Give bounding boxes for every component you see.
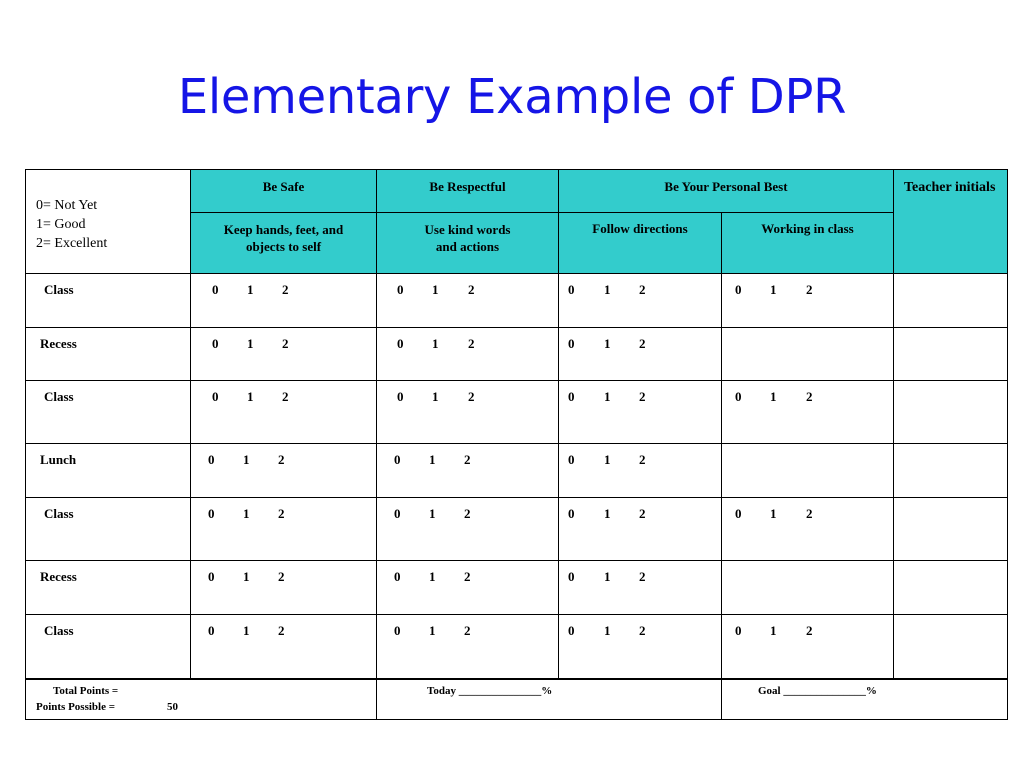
rating-option-2: 2 bbox=[278, 569, 285, 584]
rating-option-1: 1 bbox=[770, 623, 777, 638]
rating-cell-safe bbox=[190, 443, 377, 498]
rating-option-0: 0 bbox=[208, 452, 215, 467]
rating-cell-safe bbox=[190, 497, 377, 561]
rating-option-0: 0 bbox=[735, 623, 742, 638]
rating-option-1: 1 bbox=[429, 452, 436, 467]
rating-option-1: 1 bbox=[243, 506, 250, 521]
rating-option-2: 2 bbox=[806, 389, 813, 404]
rating-option-1: 1 bbox=[604, 282, 611, 297]
rating-option-0: 0 bbox=[208, 506, 215, 521]
rating-option-0: 0 bbox=[568, 623, 575, 638]
rating-option-0: 0 bbox=[212, 282, 219, 297]
goal-percent-field: Goal _______________% bbox=[758, 685, 877, 697]
header-be-respectful: Be Respectful bbox=[376, 169, 559, 213]
rating-option-0: 0 bbox=[568, 569, 575, 584]
legend-excellent: 2= Excellent bbox=[36, 236, 108, 251]
rating-option-0: 0 bbox=[394, 569, 401, 584]
rating-option-0: 0 bbox=[735, 506, 742, 521]
points-possible-label: Points Possible = bbox=[36, 701, 115, 713]
rating-cell-respectful bbox=[376, 327, 559, 381]
rating-cell-respectful bbox=[376, 560, 559, 615]
slide-title: Elementary Example of DPR bbox=[177, 69, 847, 125]
rating-option-0: 0 bbox=[735, 282, 742, 297]
rating-cell-working bbox=[721, 443, 894, 498]
rating-option-1: 1 bbox=[243, 623, 250, 638]
total-points-label: Total Points = bbox=[53, 685, 119, 697]
teacher-initials-cell bbox=[893, 380, 1008, 444]
rating-cell-safe bbox=[190, 380, 377, 444]
footer-points bbox=[25, 678, 377, 720]
rating-option-1: 1 bbox=[247, 389, 254, 404]
teacher-initials-cell bbox=[893, 560, 1008, 615]
rating-cell-safe bbox=[190, 614, 377, 680]
rating-option-1: 1 bbox=[432, 336, 439, 351]
rating-cell-working bbox=[721, 560, 894, 615]
teacher-initials-cell bbox=[893, 443, 1008, 498]
rating-option-0: 0 bbox=[397, 389, 404, 404]
rating-option-0: 0 bbox=[212, 336, 219, 351]
rating-option-1: 1 bbox=[604, 623, 611, 638]
rating-option-2: 2 bbox=[639, 506, 646, 521]
rating-option-0: 0 bbox=[397, 336, 404, 351]
teacher-initials-cell bbox=[893, 273, 1008, 328]
rating-option-0: 0 bbox=[208, 569, 215, 584]
rating-option-2: 2 bbox=[464, 452, 471, 467]
rating-option-2: 2 bbox=[806, 506, 813, 521]
rating-option-1: 1 bbox=[604, 389, 611, 404]
rating-option-1: 1 bbox=[432, 282, 439, 297]
footer-today bbox=[376, 678, 722, 720]
subheader-kind-words-line2: and actions bbox=[435, 239, 500, 254]
rating-cell-respectful bbox=[376, 443, 559, 498]
rating-cell-working bbox=[721, 497, 894, 561]
subheader-follow-directions: Follow directions bbox=[558, 212, 722, 274]
header-teacher-initials: Teacher initials bbox=[893, 169, 1008, 274]
rating-option-2: 2 bbox=[468, 336, 475, 351]
rating-option-2: 2 bbox=[639, 569, 646, 584]
rating-option-2: 2 bbox=[278, 452, 285, 467]
rating-cell-working bbox=[721, 614, 894, 680]
rating-option-1: 1 bbox=[770, 389, 777, 404]
rating-cell-directions bbox=[558, 443, 722, 498]
period-label: Class bbox=[44, 282, 74, 297]
rating-option-2: 2 bbox=[806, 623, 813, 638]
rating-cell-respectful bbox=[376, 497, 559, 561]
rating-option-0: 0 bbox=[397, 282, 404, 297]
subheader-working-in-class: Working in class bbox=[721, 212, 894, 274]
rating-cell-safe bbox=[190, 273, 377, 328]
rating-option-0: 0 bbox=[735, 389, 742, 404]
rating-option-2: 2 bbox=[639, 389, 646, 404]
today-percent-field: Today _______________% bbox=[427, 685, 553, 697]
rating-option-2: 2 bbox=[464, 506, 471, 521]
rating-option-1: 1 bbox=[247, 336, 254, 351]
rating-option-2: 2 bbox=[639, 452, 646, 467]
period-label-cell bbox=[25, 273, 191, 328]
rating-option-1: 1 bbox=[429, 623, 436, 638]
teacher-initials-cell bbox=[893, 327, 1008, 381]
period-label: Class bbox=[44, 623, 74, 638]
rating-option-2: 2 bbox=[464, 569, 471, 584]
rating-option-0: 0 bbox=[394, 452, 401, 467]
rating-legend bbox=[25, 169, 191, 274]
rating-option-2: 2 bbox=[468, 282, 475, 297]
legend-good: 1= Good bbox=[36, 217, 86, 232]
rating-option-0: 0 bbox=[568, 389, 575, 404]
legend-not-yet: 0= Not Yet bbox=[36, 198, 98, 213]
period-label-cell bbox=[25, 614, 191, 680]
header-be-personal-best: Be Your Personal Best bbox=[558, 169, 894, 213]
rating-cell-directions bbox=[558, 497, 722, 561]
period-label: Recess bbox=[40, 336, 77, 351]
rating-option-0: 0 bbox=[208, 623, 215, 638]
period-label: Lunch bbox=[40, 452, 77, 467]
rating-option-2: 2 bbox=[278, 506, 285, 521]
rating-option-1: 1 bbox=[247, 282, 254, 297]
subheader-keep-hands bbox=[190, 212, 377, 274]
rating-option-1: 1 bbox=[432, 389, 439, 404]
rating-option-2: 2 bbox=[468, 389, 475, 404]
teacher-initials-cell bbox=[893, 497, 1008, 561]
period-label: Class bbox=[44, 506, 74, 521]
rating-option-1: 1 bbox=[770, 506, 777, 521]
rating-cell-working bbox=[721, 327, 894, 381]
rating-option-1: 1 bbox=[243, 452, 250, 467]
footer-goal bbox=[721, 678, 1008, 720]
rating-option-2: 2 bbox=[464, 623, 471, 638]
rating-option-2: 2 bbox=[282, 282, 289, 297]
subheader-kind-words-line1: Use kind words bbox=[424, 222, 511, 237]
rating-option-1: 1 bbox=[604, 569, 611, 584]
rating-option-1: 1 bbox=[243, 569, 250, 584]
teacher-initials-cell bbox=[893, 614, 1008, 680]
period-label-cell bbox=[25, 560, 191, 615]
rating-cell-working bbox=[721, 380, 894, 444]
rating-cell-respectful bbox=[376, 380, 559, 444]
period-label-cell bbox=[25, 497, 191, 561]
rating-cell-respectful bbox=[376, 273, 559, 328]
rating-option-2: 2 bbox=[639, 282, 646, 297]
points-possible-value: 50 bbox=[167, 701, 178, 713]
rating-cell-directions bbox=[558, 273, 722, 328]
rating-cell-directions bbox=[558, 560, 722, 615]
rating-option-0: 0 bbox=[568, 282, 575, 297]
rating-option-2: 2 bbox=[282, 336, 289, 351]
rating-cell-directions bbox=[558, 327, 722, 381]
rating-option-1: 1 bbox=[604, 506, 611, 521]
period-label: Recess bbox=[40, 569, 77, 584]
rating-option-1: 1 bbox=[770, 282, 777, 297]
rating-cell-respectful bbox=[376, 614, 559, 680]
rating-cell-working bbox=[721, 273, 894, 328]
rating-cell-safe bbox=[190, 327, 377, 381]
period-label-cell bbox=[25, 327, 191, 381]
rating-option-2: 2 bbox=[278, 623, 285, 638]
period-label-cell bbox=[25, 443, 191, 498]
rating-option-1: 1 bbox=[604, 452, 611, 467]
subheader-keep-hands-line2: objects to self bbox=[245, 239, 322, 254]
rating-cell-directions bbox=[558, 380, 722, 444]
rating-option-1: 1 bbox=[429, 569, 436, 584]
rating-cell-directions bbox=[558, 614, 722, 680]
rating-option-2: 2 bbox=[639, 623, 646, 638]
rating-option-2: 2 bbox=[806, 282, 813, 297]
rating-option-0: 0 bbox=[394, 506, 401, 521]
rating-option-0: 0 bbox=[568, 452, 575, 467]
rating-option-0: 0 bbox=[568, 506, 575, 521]
rating-option-1: 1 bbox=[429, 506, 436, 521]
rating-option-2: 2 bbox=[282, 389, 289, 404]
rating-option-0: 0 bbox=[568, 336, 575, 351]
rating-option-0: 0 bbox=[212, 389, 219, 404]
period-label: Class bbox=[44, 389, 74, 404]
rating-cell-safe bbox=[190, 560, 377, 615]
rating-option-1: 1 bbox=[604, 336, 611, 351]
header-be-safe: Be Safe bbox=[190, 169, 377, 213]
subheader-keep-hands-line1: Keep hands, feet, and bbox=[223, 222, 344, 237]
rating-option-0: 0 bbox=[394, 623, 401, 638]
period-label-cell bbox=[25, 380, 191, 444]
subheader-kind-words bbox=[376, 212, 559, 274]
rating-option-2: 2 bbox=[639, 336, 646, 351]
